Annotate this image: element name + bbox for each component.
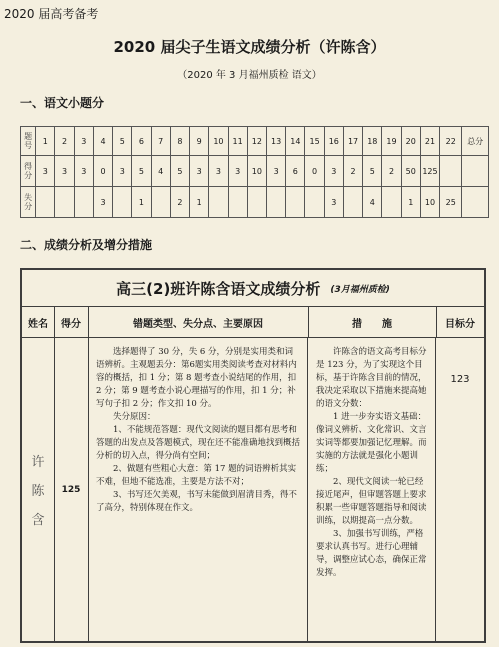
question-number-cell: 21 bbox=[420, 127, 439, 156]
lost-cell bbox=[462, 187, 489, 218]
analysis-paragraph: 3、书写还欠美观，书写未能做到眉清目秀，得不了高分，特别体现在作文。 bbox=[96, 490, 297, 513]
lost-cell bbox=[209, 187, 228, 218]
measures-paragraph: 3、加强书写训练，严格要求认真书写。进行心理辅导，调整应试心态，确保正常发挥。 bbox=[316, 529, 427, 578]
question-number-cell: 12 bbox=[247, 127, 266, 156]
header-tag: 2020 届高考备考 bbox=[4, 7, 99, 21]
score-cell: 3 bbox=[74, 156, 93, 187]
score-cell: 10 bbox=[247, 156, 266, 187]
score-cell: 5 bbox=[363, 156, 382, 187]
lost-cell: 3 bbox=[324, 187, 343, 218]
score-cell: 4 bbox=[151, 156, 170, 187]
score-cell: 0 bbox=[93, 156, 112, 187]
lost-cell bbox=[36, 187, 55, 218]
score-cell: 125 bbox=[420, 156, 439, 187]
score-cell bbox=[440, 156, 462, 187]
question-number-cell: 6 bbox=[132, 127, 151, 156]
card-title-bar bbox=[22, 270, 484, 307]
question-number-cell: 10 bbox=[209, 127, 228, 156]
analysis-paragraph: 失分原因： bbox=[113, 412, 156, 422]
lost-row bbox=[21, 187, 489, 218]
question-number-cell: 总分 bbox=[462, 127, 489, 156]
header-target: 目标分 bbox=[445, 318, 475, 330]
page-subtitle: （2020 年 3 月福州质检 语文） bbox=[177, 70, 322, 81]
measures-paragraph: 1 进一步夯实语文基础：像词义辨析、文化常识、文言实词等都要加强记忆理解。而实施的方法就是强化小题训练； bbox=[316, 412, 427, 474]
question-number-cell: 1 bbox=[36, 127, 55, 156]
score-cell: 3 bbox=[113, 156, 132, 187]
row-label: 失分 bbox=[21, 187, 36, 218]
lost-cell: 2 bbox=[170, 187, 189, 218]
score-cell bbox=[462, 156, 489, 187]
score-cell: 3 bbox=[55, 156, 74, 187]
score-cell: 50 bbox=[401, 156, 420, 187]
question-number-cell: 22 bbox=[440, 127, 462, 156]
lost-cell bbox=[151, 187, 170, 218]
analysis-paragraph: 2、做题有些粗心大意：第 17 题的词语辨析其实不难，但地不能选准，主要是方法不对； bbox=[96, 464, 297, 487]
question-number-cell: 19 bbox=[382, 127, 401, 156]
score-row bbox=[21, 156, 489, 187]
measures-paragraph: 2、现代文阅读一轮已经接近尾声，但审题答题上要求积累一些审题答题指导和阅读训练，以期提高一点分数。 bbox=[316, 477, 427, 526]
score-cell: 3 bbox=[267, 156, 286, 187]
lost-cell bbox=[228, 187, 247, 218]
lost-cell: 10 bbox=[420, 187, 439, 218]
target-score: 123 bbox=[450, 374, 470, 385]
question-number-cell: 13 bbox=[267, 127, 286, 156]
student-score: 125 bbox=[54, 338, 89, 641]
lost-cell: 25 bbox=[440, 187, 462, 218]
lost-cell bbox=[55, 187, 74, 218]
section-heading-analysis: 二、成绩分析及增分措施 bbox=[20, 238, 153, 252]
page-title: 2020 届尖子生语文成绩分析（许陈含） bbox=[113, 38, 386, 56]
question-number-cell: 5 bbox=[113, 127, 132, 156]
score-cell: 3 bbox=[36, 156, 55, 187]
lost-cell bbox=[382, 187, 401, 218]
score-cell: 3 bbox=[324, 156, 343, 187]
question-number-cell: 20 bbox=[401, 127, 420, 156]
question-number-cell: 2 bbox=[55, 127, 74, 156]
lost-cell: 1 bbox=[190, 187, 209, 218]
lost-cell: 4 bbox=[363, 187, 382, 218]
card-body-row bbox=[22, 338, 484, 641]
student-name-char: 含 bbox=[31, 513, 45, 528]
question-number-cell: 11 bbox=[228, 127, 247, 156]
question-number-cell: 9 bbox=[190, 127, 209, 156]
analysis-paragraph: 1、不能规范答题：现代文阅读的题目都有思考和答题的出发点及答题模式，现在还不能准确地找到概括分析的切入点，得分尚有空间； bbox=[96, 425, 301, 461]
header-analysis: 错题类型、失分点、主要原因 bbox=[88, 307, 309, 337]
question-number-cell: 17 bbox=[343, 127, 362, 156]
measures-text bbox=[308, 338, 436, 641]
score-cell: 5 bbox=[170, 156, 189, 187]
section-heading-scores: 一、语文小题分 bbox=[20, 96, 105, 110]
question-number-cell: 8 bbox=[170, 127, 189, 156]
analysis-text bbox=[88, 338, 308, 641]
score-cell: 5 bbox=[132, 156, 151, 187]
header-measures: 措 施 bbox=[308, 307, 437, 337]
lost-cell bbox=[267, 187, 286, 218]
lost-cell bbox=[305, 187, 324, 218]
student-name-char: 陈 bbox=[31, 484, 45, 499]
score-cell: 2 bbox=[382, 156, 401, 187]
handwritten-note: (3月福州质检) bbox=[330, 284, 390, 295]
lost-cell bbox=[286, 187, 305, 218]
analysis-card bbox=[20, 268, 486, 643]
score-cell: 6 bbox=[286, 156, 305, 187]
row-label: 得分 bbox=[21, 156, 36, 187]
header-name: 姓名 bbox=[22, 307, 55, 337]
lost-cell: 3 bbox=[93, 187, 112, 218]
row-label: 题号 bbox=[21, 127, 36, 156]
student-name-char: 许 bbox=[31, 455, 45, 470]
lost-cell: 1 bbox=[132, 187, 151, 218]
student-name bbox=[22, 338, 55, 641]
lost-cell: 1 bbox=[401, 187, 420, 218]
lost-cell bbox=[113, 187, 132, 218]
score-cell: 3 bbox=[209, 156, 228, 187]
question-number-cell: 18 bbox=[363, 127, 382, 156]
score-cell: 0 bbox=[305, 156, 324, 187]
measures-paragraph: 许陈含的语文高考目标分是 123 分，为了实现这个目标，基于许陈含目前的情况，我决定采取以下措施来提高她的语文分数： bbox=[316, 347, 427, 409]
score-cell: 3 bbox=[228, 156, 247, 187]
card-title: 高三(2)班许陈含语文成绩分析 bbox=[116, 279, 321, 298]
card-header-row bbox=[22, 307, 484, 338]
score-cell: 2 bbox=[343, 156, 362, 187]
question-number-cell: 14 bbox=[286, 127, 305, 156]
question-number-row bbox=[21, 127, 489, 156]
question-number-cell: 3 bbox=[74, 127, 93, 156]
lost-cell bbox=[247, 187, 266, 218]
header-score: 得分 bbox=[54, 307, 89, 337]
lost-cell bbox=[343, 187, 362, 218]
question-number-cell: 15 bbox=[305, 127, 324, 156]
question-number-cell: 4 bbox=[93, 127, 112, 156]
analysis-paragraph: 选择题得了 30 分，失 6 分，分别是实用类和词语辨析。主观题丢分：第6题实用类阅读考查对材料内容的概括，扣 1 分；第 8 题考查小说结尾的作用，扣 2 分；第 9 题考查小说心理描写的作用，扣 1 分；补写句子扣 2 分；作文扣 10 分。 bbox=[96, 347, 297, 409]
question-number-cell: 16 bbox=[324, 127, 343, 156]
question-number-cell: 7 bbox=[151, 127, 170, 156]
question-score-table bbox=[20, 126, 489, 218]
lost-cell bbox=[74, 187, 93, 218]
score-cell: 3 bbox=[190, 156, 209, 187]
